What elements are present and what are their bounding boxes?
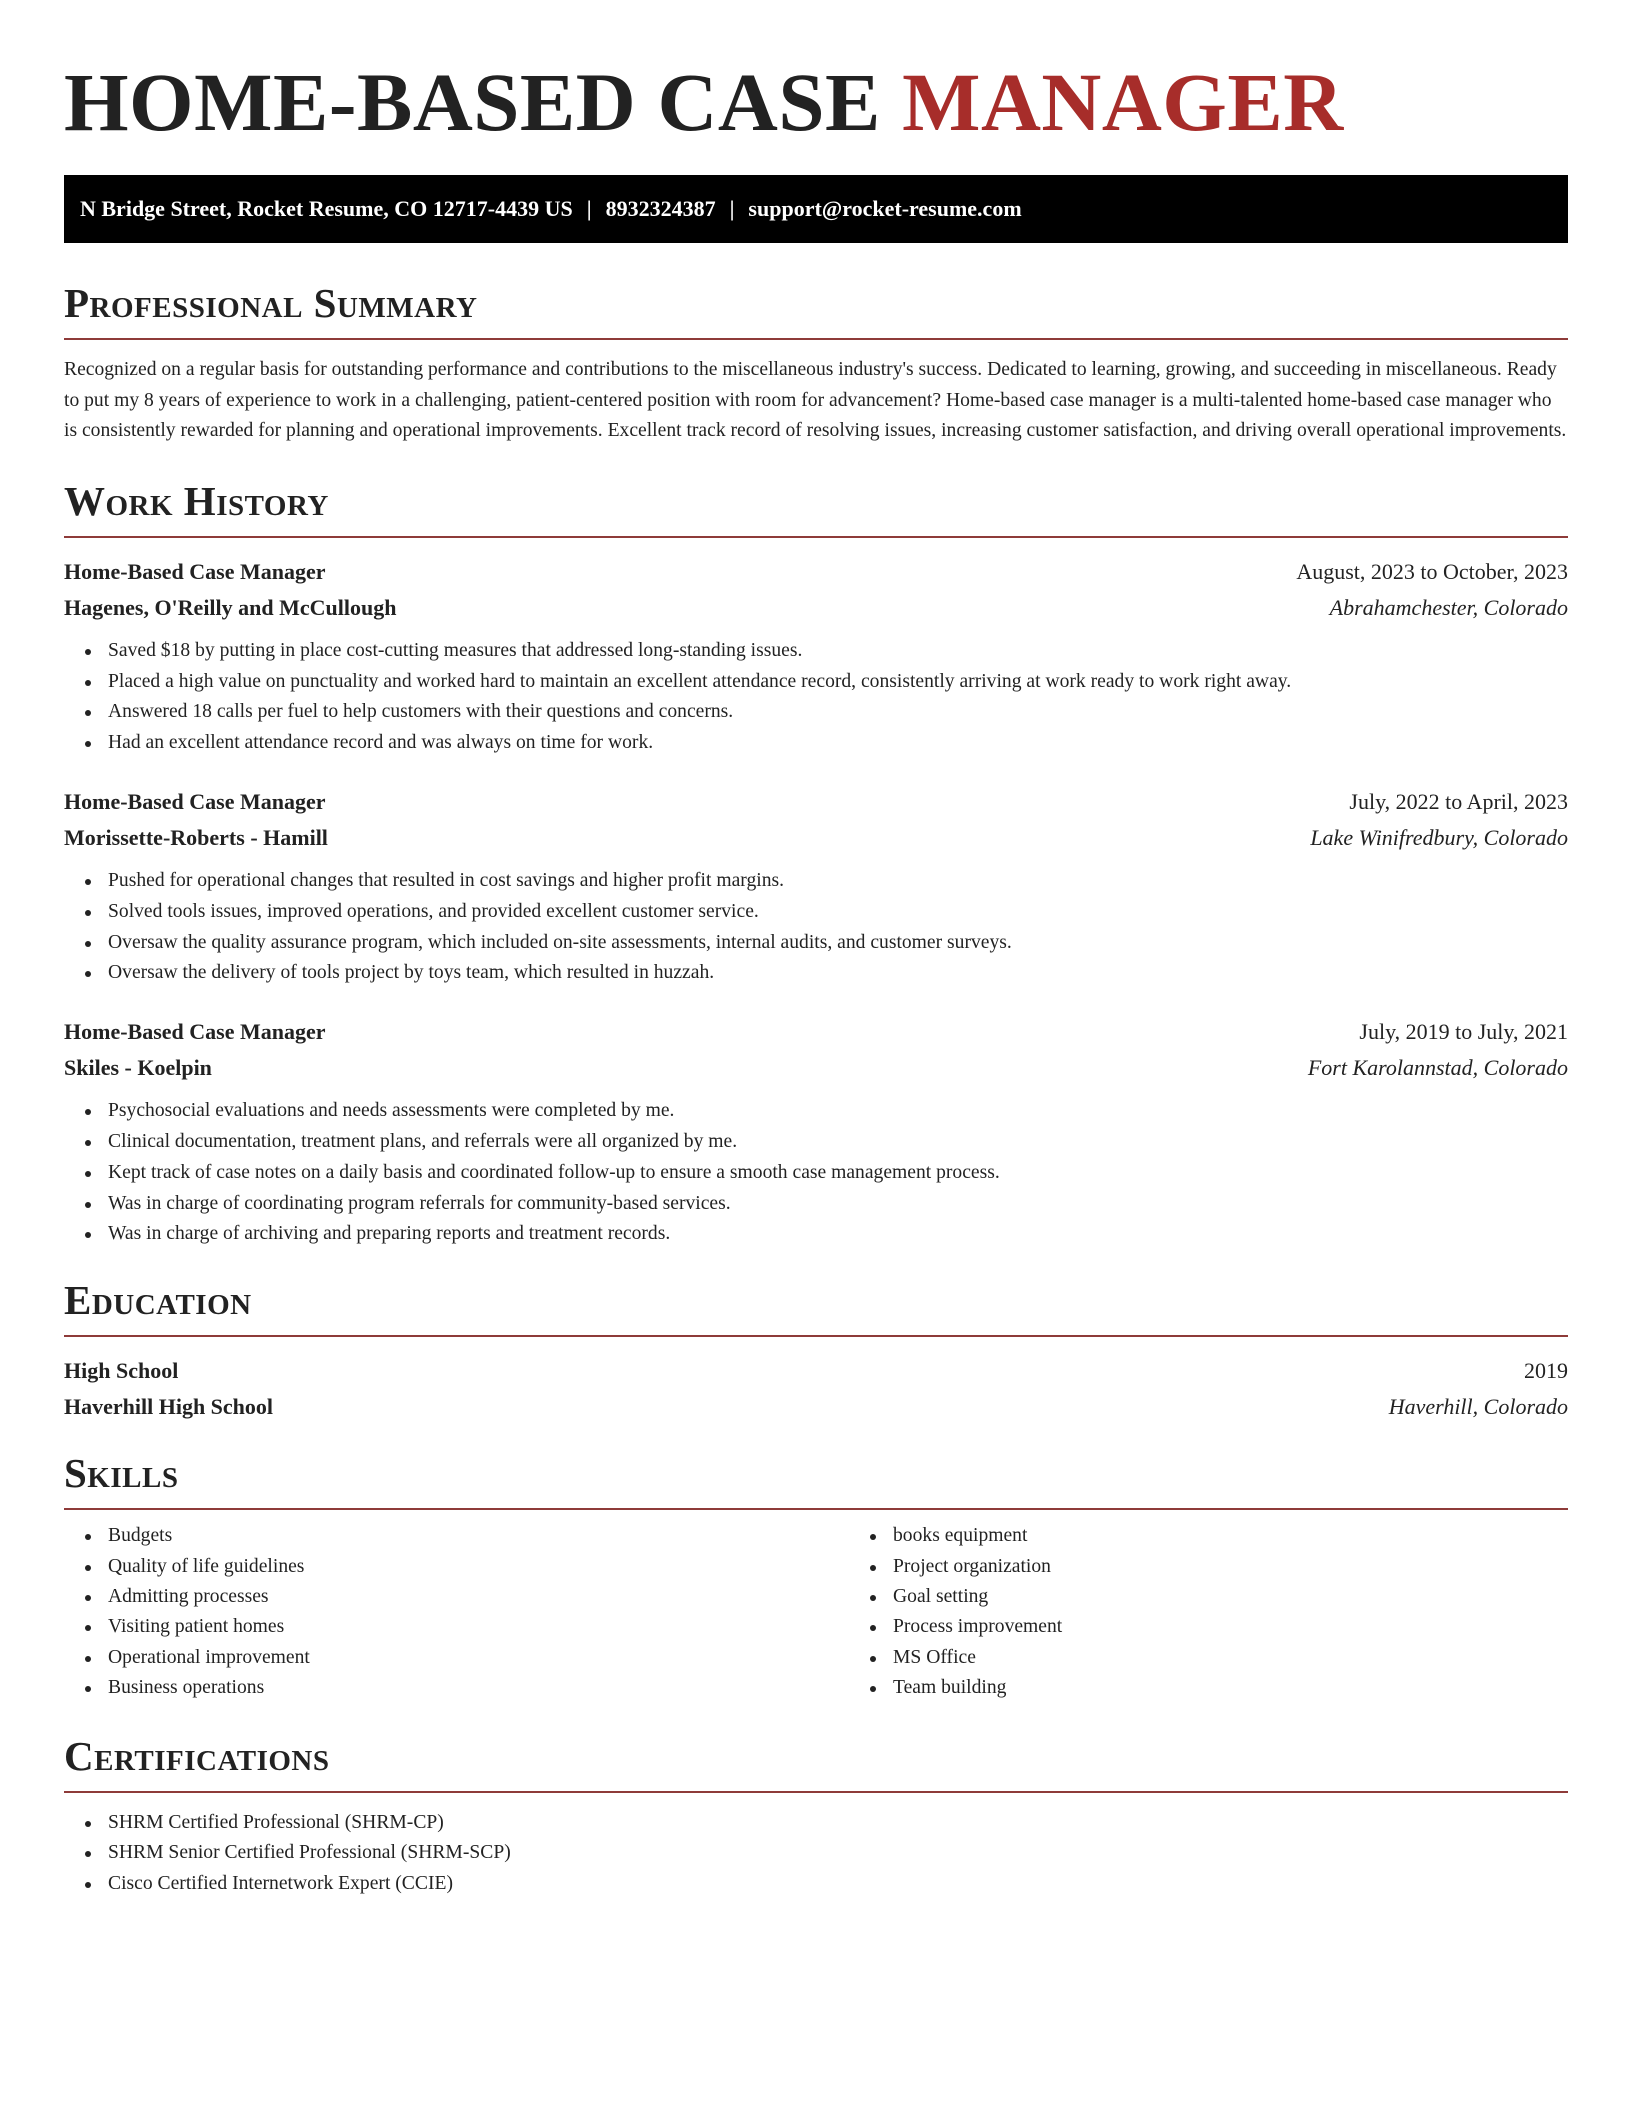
skills-section bbox=[64, 1443, 1568, 1703]
list-item: Operational improvement bbox=[108, 1643, 849, 1673]
section-heading-summary: Professional Summary bbox=[64, 280, 478, 326]
list-item: Saved $18 by putting in place cost-cutting measures that addressed long-standing issues. bbox=[108, 636, 1568, 667]
job-company: Hagenes, O'Reilly and McCullough bbox=[64, 594, 397, 620]
education-year: 2019 bbox=[1524, 1358, 1568, 1384]
summary-section bbox=[64, 273, 1568, 447]
title-accent: MANAGER bbox=[902, 56, 1344, 148]
job-title: Home-Based Case Manager bbox=[64, 788, 326, 814]
resume-title bbox=[64, 0, 1568, 148]
section-heading-work-history: Work History bbox=[64, 477, 329, 524]
section-heading-education: Education bbox=[64, 1277, 252, 1324]
list-item: Placed a high value on punctuality and worked hard to maintain an excellent attendance record, consistently arriving at work ready to work right away. bbox=[108, 667, 1568, 698]
job-dates: August, 2023 to October, 2023 bbox=[1296, 558, 1568, 584]
list-item: Was in charge of archiving and preparing reports and treatment records. bbox=[108, 1219, 1568, 1250]
job-dates: July, 2022 to April, 2023 bbox=[1349, 788, 1568, 814]
list-item: Process improvement bbox=[893, 1612, 1632, 1642]
list-item: Admitting processes bbox=[108, 1582, 849, 1612]
contact-separator: | bbox=[729, 196, 735, 221]
list-item: Clinical documentation, treatment plans, and referrals were all organized by me. bbox=[108, 1127, 1568, 1158]
section-heading-certifications: Certifications bbox=[64, 1732, 330, 1779]
job-title: Home-Based Case Manager bbox=[64, 1019, 326, 1045]
certifications-section bbox=[64, 1726, 1568, 1900]
job-company: Morissette-Roberts - Hamill bbox=[64, 824, 328, 850]
contact-address: N Bridge Street, Rocket Resume, CO 12717-4439 US bbox=[80, 196, 573, 221]
list-item: Had an excellent attendance record and was always on time for work. bbox=[108, 728, 1568, 759]
title-main: HOME-BASED CASE bbox=[64, 56, 903, 148]
job-company-row bbox=[64, 820, 1568, 856]
job-title-row bbox=[64, 1014, 1568, 1050]
skills-grid bbox=[64, 1510, 1568, 1703]
list-item: Quality of life guidelines bbox=[108, 1552, 849, 1582]
education-entry bbox=[64, 1353, 1568, 1425]
job-title: Home-Based Case Manager bbox=[64, 558, 326, 584]
job-title-row bbox=[64, 784, 1568, 820]
section-heading-skills: Skills bbox=[64, 1450, 179, 1497]
job-title-row bbox=[64, 554, 1568, 590]
job-duties bbox=[64, 866, 1568, 989]
section-divider bbox=[64, 1791, 1568, 1793]
list-item: Project organization bbox=[893, 1552, 1632, 1582]
job-location: Fort Karolannstad, Colorado bbox=[1307, 1055, 1568, 1081]
list-item: Team building bbox=[893, 1673, 1632, 1703]
education-school: Haverhill High School bbox=[64, 1394, 274, 1420]
list-item: Kept track of case notes on a daily basis and coordinated follow-up to ensure a smooth case management process. bbox=[108, 1158, 1568, 1189]
job-company: Skiles - Koelpin bbox=[64, 1055, 212, 1081]
list-item: SHRM Certified Professional (SHRM-CP) bbox=[108, 1808, 1568, 1839]
list-item: Oversaw the quality assurance program, which included on-site assessments, internal audits, and customer surveys. bbox=[108, 928, 1568, 959]
list-item: Oversaw the delivery of tools project by toys team, which resulted in huzzah. bbox=[108, 958, 1568, 989]
list-item: MS Office bbox=[893, 1643, 1632, 1673]
list-item: Cisco Certified Internetwork Expert (CCIE) bbox=[108, 1869, 1568, 1900]
job-duties bbox=[64, 1096, 1568, 1250]
contact-email: support@rocket-resume.com bbox=[748, 196, 1022, 221]
summary-text: Recognized on a regular basis for outstanding performance and contributions to the miscellaneous industry's success. Dedicated to learning, growing, and succeeding in miscellaneous. Ready to put my 8 years of experience to work in a challenging, patient-centered position with room for advancement? Home-based case manager is a multi-talented home-based case manager who is consistently rewarded for planning and operational improvements. Excellent track record of resolving issues, increasing customer satisfaction, and driving overall operational improvements. bbox=[64, 359, 1567, 442]
job-dates: July, 2019 to July, 2021 bbox=[1359, 1019, 1568, 1045]
list-item: Goal setting bbox=[893, 1582, 1632, 1612]
list-item: Visiting patient homes bbox=[108, 1612, 849, 1642]
education-section bbox=[64, 1270, 1568, 1425]
list-item: books equipment bbox=[893, 1521, 1632, 1551]
education-school-row bbox=[64, 1389, 1568, 1425]
job-duties bbox=[64, 636, 1568, 759]
job-location: Lake Winifredbury, Colorado bbox=[1310, 824, 1568, 850]
contact-bar bbox=[64, 175, 1568, 243]
job-location: Abrahamchester, Colorado bbox=[1329, 594, 1568, 620]
job-company-row bbox=[64, 590, 1568, 626]
job-entry bbox=[64, 784, 1568, 989]
job-entry bbox=[64, 554, 1568, 759]
contact-separator: | bbox=[586, 196, 592, 221]
section-divider bbox=[64, 536, 1568, 538]
list-item: Answered 18 calls per fuel to help customers with their questions and concerns. bbox=[108, 697, 1568, 728]
skills-list-right bbox=[849, 1521, 1632, 1703]
education-location: Haverhill, Colorado bbox=[1388, 1394, 1568, 1420]
list-item: SHRM Senior Certified Professional (SHRM-SCP) bbox=[108, 1838, 1568, 1869]
job-entry bbox=[64, 1014, 1568, 1250]
list-item: Pushed for operational changes that resulted in cost savings and higher profit margins. bbox=[108, 866, 1568, 897]
job-company-row bbox=[64, 1050, 1568, 1086]
list-item: Psychosocial evaluations and needs assessments were completed by me. bbox=[108, 1096, 1568, 1127]
list-item: Solved tools issues, improved operations, and provided excellent customer service. bbox=[108, 897, 1568, 928]
work-history-section bbox=[64, 471, 1568, 1250]
skills-list-left bbox=[64, 1521, 849, 1703]
list-item: Budgets bbox=[108, 1521, 849, 1551]
section-divider bbox=[64, 1335, 1568, 1337]
education-degree: High School bbox=[64, 1358, 179, 1384]
education-degree-row bbox=[64, 1353, 1568, 1389]
contact-phone: 8932324387 bbox=[605, 196, 716, 221]
list-item: Business operations bbox=[108, 1673, 849, 1703]
certifications-list bbox=[64, 1808, 1568, 1900]
list-item: Was in charge of coordinating program referrals for community-based services. bbox=[108, 1189, 1568, 1220]
section-divider bbox=[64, 338, 1568, 340]
